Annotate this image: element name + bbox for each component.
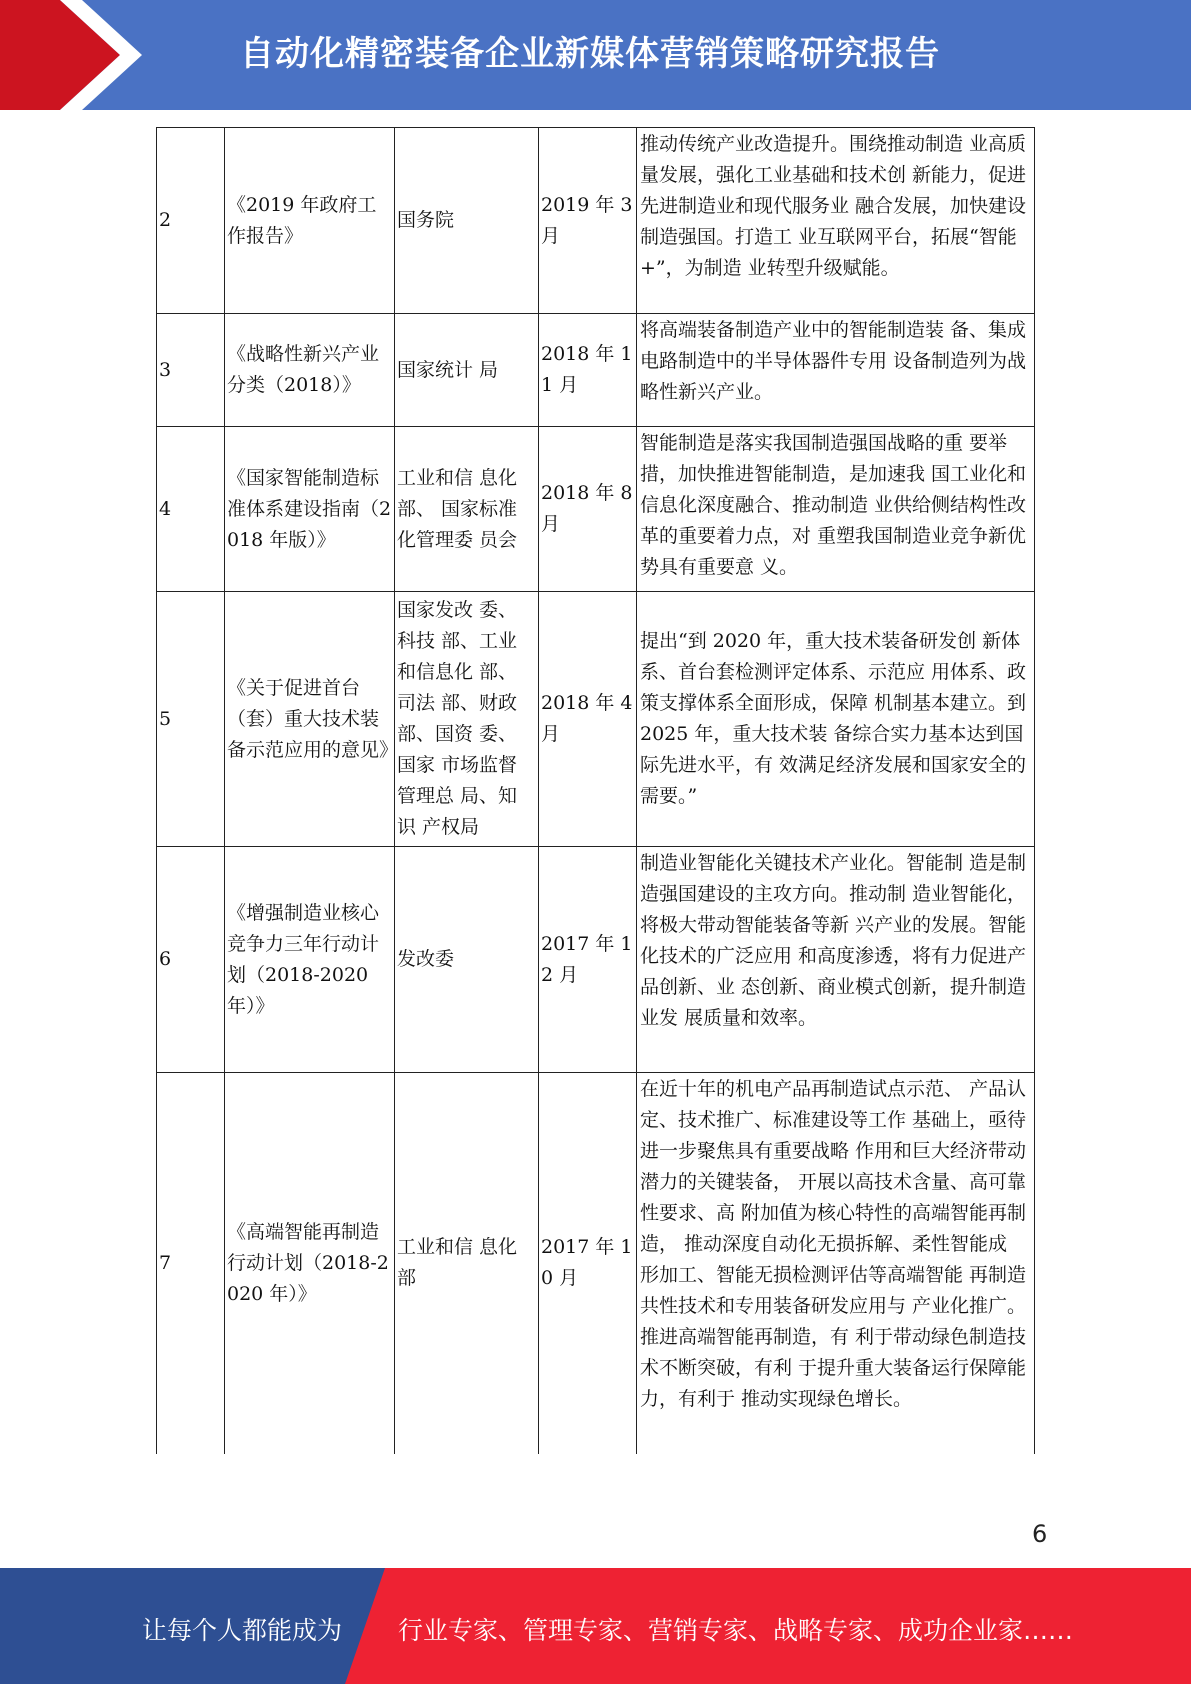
page-header [0,0,1191,110]
issue-date: 2019 年 3 月 [539,128,637,314]
issuing-authority: 国家发改 委、科技 部、工业和信息化 部、司法 部、财政部、国资 委、国家 市场监督管理总 局、知识 产权局 [395,592,539,847]
issuing-authority: 工业和信 息化部 [395,1073,539,1454]
policy-description: 提出“到 2020 年，重大技术装备研发创 新体系、首台套检测评定体系、示范应 用体系、政策支撑体系全面形成，保障 机制基本建立。到 2025 年，重大技术装 备综合实力基本达到国际先进水平，有 效满足经济发展和国家安全的需要。” [637,592,1035,847]
header-arrow-decoration [0,0,160,110]
table-row [157,427,1035,592]
row-number: 6 [157,847,225,1073]
issue-date: 2018 年 8 月 [539,427,637,592]
table-row [157,128,1035,314]
policy-description: 在近十年的机电产品再制造试点示范、 产品认定、技术推广、标准建设等工作 基础上，亟待进一步聚焦具有重要战略 作用和巨大经济带动潜力的关键装备， 开展以高技术含量、高可靠性要求、高 附加值为核心特性的高端智能再制造， 推动深度自动化无损拆解、柔性智能成 形加工、智能无损检测评估等高端智能 再制造共性技术和专用装备研发应用与 产业化推广。推进高端智能再制造，有 利于带动绿色制造技术不断突破，有利 于提升重大装备运行保障能力，有利于 推动实现绿色增长。 [637,1073,1035,1454]
table-row [157,1073,1035,1454]
policy-description: 智能制造是落实我国制造强国战略的重 要举措，加快推进智能制造，是加速我 国工业化和信息化深度融合、推动制造 业供给侧结构性改革的重要着力点，对 重塑我国制造业竞争新优势具有重要意 义。 [637,427,1035,592]
issue-date: 2017 年 12 月 [539,847,637,1073]
table-row [157,847,1035,1073]
issuing-authority: 发改委 [395,847,539,1073]
policy-name: 《高端智能再制造行动计划（2018-2020 年）》 [225,1073,395,1454]
issue-date: 2018 年 4 月 [539,592,637,847]
policy-name: 《关于促进首台（套）重大技术装备示范应用的意见》 [225,592,395,847]
issue-date: 2018 年 11 月 [539,314,637,427]
policy-name: 《国家智能制造标准体系建设指南（2018 年版）》 [225,427,395,592]
table-row [157,314,1035,427]
table-row [157,592,1035,847]
issuing-authority: 工业和信 息化部、 国家标准化管理委 员会 [395,427,539,592]
policy-name: 《2019 年政府工作报告》 [225,128,395,314]
page-number: 6 [1032,1520,1048,1548]
row-number: 2 [157,128,225,314]
policy-description: 将高端装备制造产业中的智能制造装 备、集成电路制造中的半导体器件专用 设备制造列为战略性新兴产业。 [637,314,1035,427]
issuing-authority: 国务院 [395,128,539,314]
policy-table [156,127,1035,1454]
row-number: 7 [157,1073,225,1454]
policy-description: 推动传统产业改造提升。围绕推动制造 业高质量发展，强化工业基础和技术创 新能力，促进先进制造业和现代服务业 融合发展，加快建设制造强国。打造工 业互联网平台，拓展“智能+”，为制造 业转型升级赋能。 [637,128,1035,314]
report-title: 自动化精密装备企业新媒体营销策略研究报告 [240,34,940,74]
policy-description: 制造业智能化关键技术产业化。智能制 造是制造强国建设的主攻方向。推动制 造业智能化，将极大带动智能装备等新 兴产业的发展。智能化技术的广泛应用 和高度渗透，将有力促进产品创新、业 态创新、商业模式创新，提升制造业发 展质量和效率。 [637,847,1035,1073]
policy-name: 《战略性新兴产业分类（2018）》 [225,314,395,427]
issue-date: 2017 年 10 月 [539,1073,637,1454]
footer-slogan-left: 让每个人都能成为 [142,1616,343,1645]
row-number: 4 [157,427,225,592]
issuing-authority: 国家统计 局 [395,314,539,427]
policy-name: 《增强制造业核心竞争力三年行动计划（2018-2020 年）》 [225,847,395,1073]
footer-slogan-right: 行业专家、管理专家、营销专家、战略专家、成功企业家…… [398,1616,1074,1645]
row-number: 3 [157,314,225,427]
page-footer [0,1568,1191,1684]
row-number: 5 [157,592,225,847]
